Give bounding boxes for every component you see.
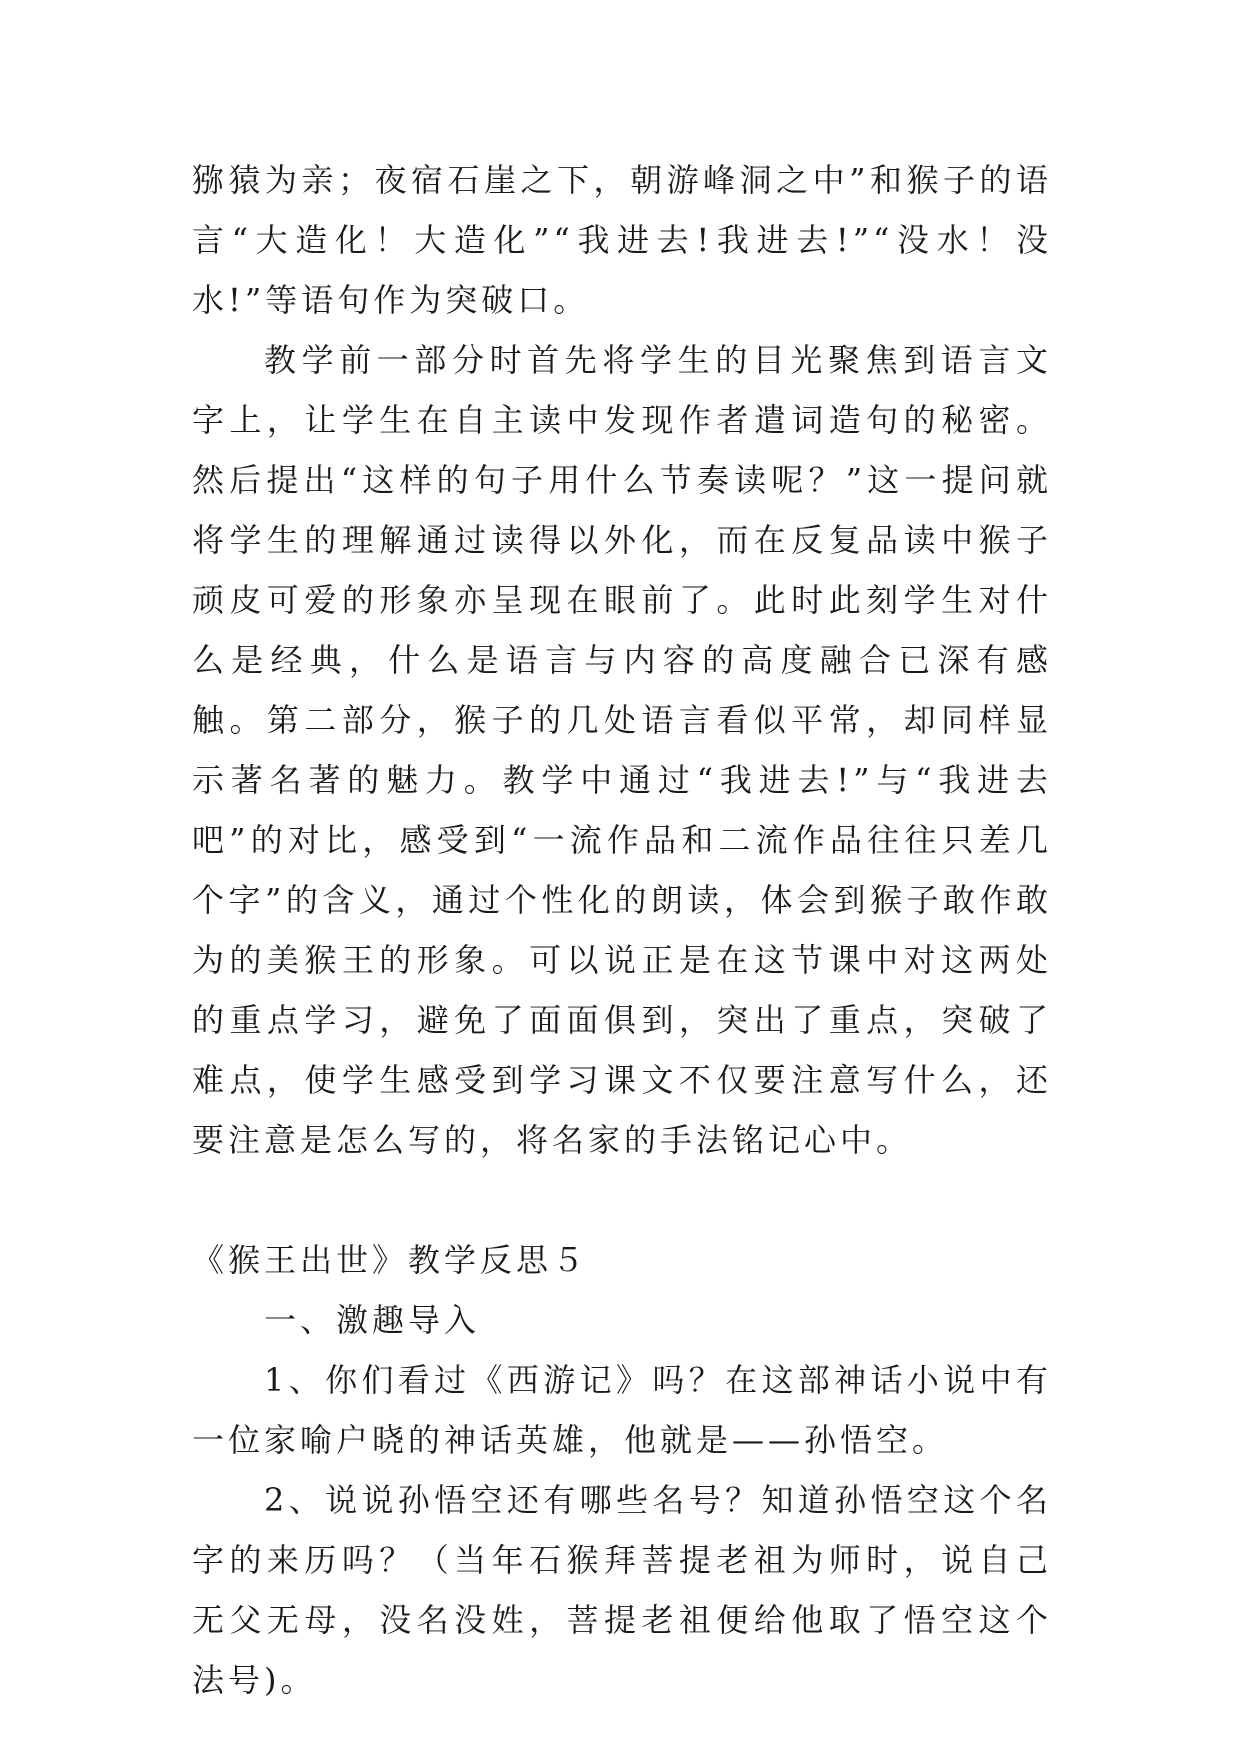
paragraph-item-2: 2、说说孙悟空还有哪些名号？知道孙悟空这个名字的来历吗？（当年石猴拜菩提老祖为师时，说自己无父无母，没名没姓，菩提老祖便给他取了悟空这个法号)。 (192, 1481, 1052, 1699)
paragraph-continued: 猕猿为亲；夜宿石崖之下，朝游峰洞之中”和猴子的语言“大造化！大造化”“我进去!我进去!”“没水！没水!”等语句作为突破口。 (192, 161, 1052, 319)
paragraph-step-heading: 一、激趣导入 (264, 1301, 481, 1339)
section-title: 《猴王出世》教学反思５ (192, 1241, 589, 1279)
paragraph-item-1: 1、你们看过《西游记》吗？在这部神话小说中有一位家喻户晓的神话英雄，他就是——孙悟空。 (192, 1361, 1052, 1459)
paragraph-teaching-analysis: 教学前一部分时首先将学生的目光聚焦到语言文字上，让学生在自主读中发现作者遣词造句的秘密。然后提出“这样的句子用什么节奏读呢？”这一提问就将学生的理解通过读得以外化，而在反复品读中猴子顽皮可爱的形象亦呈现在眼前了。此时此刻学生对什么是经典，什么是语言与内容的高度融合已深有感触。第二部分，猴子的几处语言看似平常，却同样显示著名著的魅力。教学中通过“我进去!”与“我进去吧”的对比，感受到“一流作品和二流作品往往只差几个字”的含义，通过个性化的朗读，体会到猴子敢作敢为的美猴王的形象。可以说正是在这节课中对这两处的重点学习，避免了面面俱到，突出了重点，突破了难点，使学生感受到学习课文不仅要注意写什么，还要注意是怎么写的，将名家的手法铭记心中。 (192, 341, 1052, 1159)
document-page (192, 150, 1052, 1710)
